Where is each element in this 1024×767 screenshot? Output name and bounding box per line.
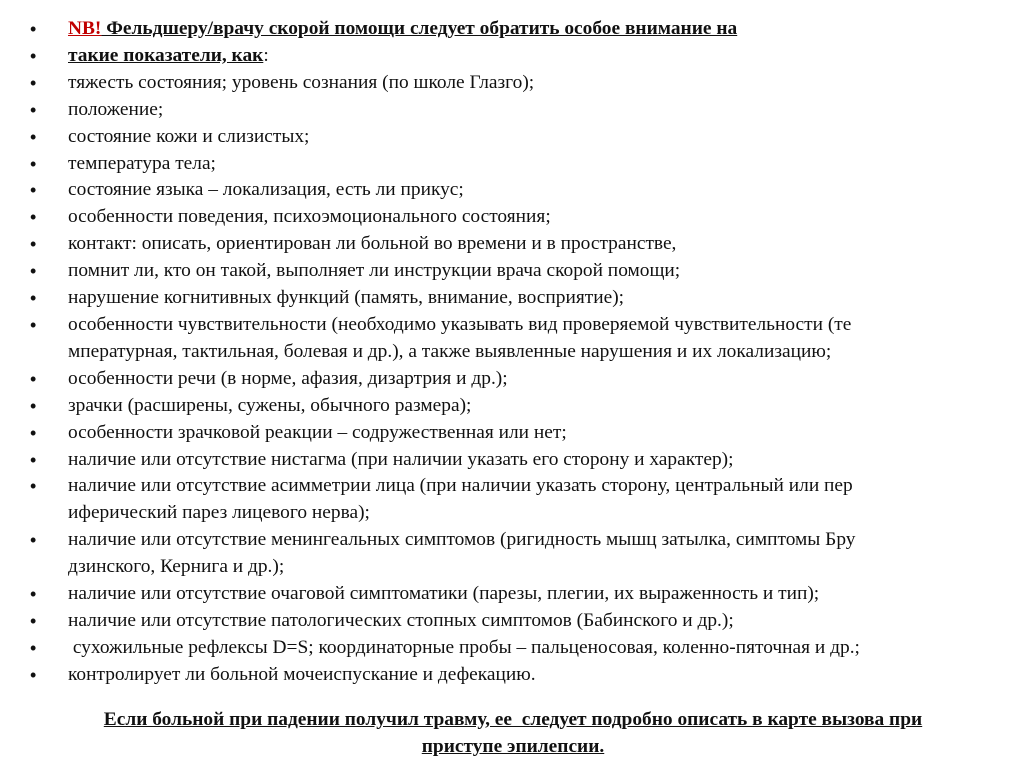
bullet-marker: • — [30, 395, 37, 416]
list-item-text-cont: дзинского, Кернига и др.); — [68, 556, 285, 578]
list-item — [30, 473, 1005, 527]
heading-colon: : — [263, 44, 269, 66]
list-item-text: наличие или отсутствие нистагма (при наличии указать его сторону и характер); — [68, 448, 734, 470]
bullet-marker: • — [30, 153, 37, 174]
list-item — [30, 447, 1005, 474]
list-item — [30, 151, 1005, 178]
bullet-marker: • — [30, 19, 37, 39]
heading-line-1 — [68, 16, 1005, 43]
bullet-marker: • — [30, 207, 37, 228]
bullet-marker: • — [30, 261, 37, 282]
list-item — [30, 231, 1005, 258]
list-item-text: зрачки (расширены, сужены, обычного размера); — [68, 394, 472, 416]
list-item — [30, 285, 1005, 312]
bullet-marker: • — [30, 368, 37, 389]
list-item-text: наличие или отсутствие асимметрии лица (при наличии указать сторону, центральный или пер — [68, 475, 853, 497]
list-item — [30, 204, 1005, 231]
nb-label: NB! — [68, 18, 102, 39]
list-item — [30, 258, 1005, 285]
list-item — [30, 70, 1005, 97]
bullet-marker: • — [30, 72, 37, 93]
list-item — [30, 366, 1005, 393]
list-item-text: положение; — [68, 98, 164, 120]
bullet-marker: • — [30, 664, 37, 685]
list-item — [30, 312, 1005, 366]
list-item-text: особенности поведения, психоэмоционального состояния; — [68, 206, 551, 228]
bullet-marker: • — [30, 422, 37, 443]
list-item-text: особенности чувствительности (необходимо указывать вид проверяемой чувствительности (те — [68, 313, 852, 335]
footer-line-2: приступе эпилепсии. — [421, 736, 605, 757]
list-item-text: особенности речи (в норме, афазия, дизартрия и др.); — [68, 367, 508, 389]
bullet-marker: • — [30, 234, 37, 255]
list-item-text: тяжесть состояния; уровень сознания (по школе Глазго); — [68, 71, 535, 93]
list-item-text: помнит ли, кто он такой, выполняет ли инструкции врача скорой помощи; — [68, 260, 681, 282]
list-item — [30, 608, 1005, 635]
bullet-marker: • — [30, 45, 37, 66]
list-item-text: контакт: описать, ориентирован ли больной во времени и в пространстве, — [68, 233, 677, 255]
bullet-marker: • — [30, 637, 37, 658]
heading-text-1: Фельдшеру/врачу скорой помощи следует обратить особое внимание на — [101, 18, 738, 39]
heading-line-2 — [68, 43, 1005, 70]
list-item — [30, 527, 1005, 581]
bullet-marker: • — [30, 584, 37, 605]
list-item — [30, 635, 1005, 662]
footer-note — [18, 706, 1008, 760]
bullet-list — [30, 16, 1005, 689]
list-item-text: контролирует ли больной мочеиспускание и дефекацию. — [68, 663, 536, 685]
list-item — [30, 124, 1005, 151]
bullet-marker: • — [30, 99, 37, 120]
list-item-text: наличие или отсутствие патологических стопных симптомов (Бабинского и др.); — [68, 609, 734, 631]
list-item-text: наличие или отсутствие очаговой симптоматики (парезы, плегии, их выраженность и тип); — [68, 583, 820, 605]
footer-line-1: Если больной при падении получил травму, ее следует подробно описать в карте вызова при — [103, 709, 923, 730]
bullet-marker: • — [30, 449, 37, 470]
list-item — [30, 420, 1005, 447]
bullet-marker: • — [30, 314, 37, 335]
heading-text-2: такие показатели, как — [68, 44, 264, 66]
list-item-text: особенности зрачковой реакции – содружественная или нет; — [68, 421, 567, 443]
bullet-marker: • — [30, 126, 37, 147]
list-item — [30, 662, 1005, 689]
list-item-text: состояние кожи и слизистых; — [68, 125, 310, 147]
list-item — [30, 177, 1005, 204]
bullet-marker: • — [30, 610, 37, 631]
list-item — [30, 581, 1005, 608]
list-item-text-cont: мпературная, тактильная, болевая и др.), а также выявленные нарушения и их локализацию; — [68, 340, 832, 362]
bullet-marker: • — [30, 476, 37, 497]
list-item-heading-2 — [30, 43, 1005, 70]
list-item-text-cont: иферический парез лицевого нерва); — [68, 502, 370, 524]
bullet-marker: • — [30, 530, 37, 551]
list-item-text: нарушение когнитивных функций (память, внимание, восприятие); — [68, 287, 625, 309]
bullet-marker: • — [30, 288, 37, 309]
list-item — [30, 97, 1005, 124]
bullet-marker: • — [30, 180, 37, 201]
list-item-text: сухожильные рефлексы D=S; координаторные пробы – пальценосовая, коленно-пяточная и др.; — [68, 636, 860, 658]
list-item — [30, 393, 1005, 420]
list-item-heading — [30, 16, 1005, 43]
list-item-text: наличие или отсутствие менингеальных симптомов (ригидность мышц затылка, симптомы Бру — [68, 529, 856, 551]
list-item-text: температура тела; — [68, 152, 216, 174]
list-item-text: состояние языка – локализация, есть ли прикус; — [68, 179, 464, 201]
